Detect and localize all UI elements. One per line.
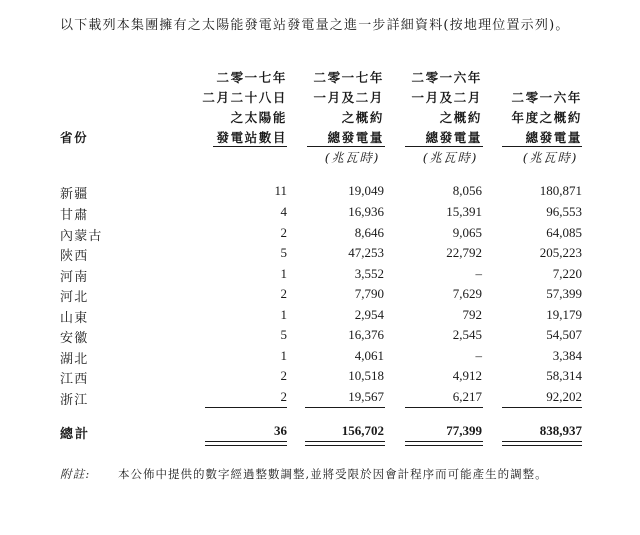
gen-2017-cell: 19,049 bbox=[348, 183, 384, 198]
province-header: 省份 bbox=[60, 130, 89, 145]
province-cell: 內蒙古 bbox=[60, 229, 103, 244]
province-cell: 河南 bbox=[60, 270, 89, 285]
col1-header-line2: 二月二十八日 bbox=[202, 90, 287, 105]
gen-2016-jf-cell: 9,065 bbox=[452, 225, 482, 240]
stations-cell: 5 bbox=[280, 245, 287, 260]
gen-2016-year-cell: 57,399 bbox=[546, 286, 582, 301]
province-cell: 山東 bbox=[60, 311, 89, 326]
gen-2016-jf-cell: 7,629 bbox=[452, 286, 482, 301]
stations-cell: 1 bbox=[280, 348, 287, 363]
gen-2016-year-cell: 180,871 bbox=[539, 183, 582, 198]
stations-cell: 2 bbox=[280, 286, 287, 301]
gen-2016-jf-cell: 792 bbox=[462, 307, 482, 322]
col2-header-rule bbox=[307, 146, 385, 147]
province-cell: 湖北 bbox=[60, 352, 89, 367]
stations-cell: 5 bbox=[280, 327, 287, 342]
col2-header-line4: 總發電量 bbox=[327, 130, 384, 145]
province-cell: 新疆 bbox=[60, 187, 89, 202]
gen-2017-cell: 16,936 bbox=[348, 204, 384, 219]
gen-2016-year-cell: 205,223 bbox=[539, 245, 582, 260]
col4-subtotal-rule bbox=[502, 407, 582, 408]
col1-subtotal-rule bbox=[205, 407, 287, 408]
gen-2016-jf-cell: 2,545 bbox=[452, 327, 482, 342]
gen-2016-jf-cell: 6,217 bbox=[452, 389, 482, 404]
gen-2016-year-cell: 92,202 bbox=[546, 389, 582, 404]
gen-2016-jf-cell: – bbox=[475, 266, 482, 281]
note-label: 附註: bbox=[60, 467, 91, 481]
col1-header-line1: 二零一七年 bbox=[216, 70, 287, 85]
col3-header-line2: 一月及二月 bbox=[411, 90, 482, 105]
gen-2016-jf-cell: 4,912 bbox=[452, 368, 482, 383]
col4-total-double-rule bbox=[502, 441, 582, 446]
col3-header-line1: 二零一六年 bbox=[411, 70, 482, 85]
col1-header-rule bbox=[213, 146, 287, 147]
total-gen-2017-cell: 156,702 bbox=[341, 423, 384, 438]
col3-total-double-rule bbox=[405, 441, 483, 446]
col2-unit: (兆瓦時) bbox=[324, 150, 380, 165]
gen-2016-jf-cell: 22,792 bbox=[446, 245, 482, 260]
col4-header-line1: 二零一六年 bbox=[511, 90, 582, 105]
stations-cell: 11 bbox=[274, 183, 287, 198]
stations-cell: 2 bbox=[280, 389, 287, 404]
province-cell: 安徽 bbox=[60, 331, 89, 346]
col2-header-line2: 一月及二月 bbox=[313, 90, 384, 105]
total-stations-cell: 36 bbox=[274, 423, 287, 438]
stations-cell: 1 bbox=[280, 307, 287, 322]
total-gen-2016-jf-cell: 77,399 bbox=[446, 423, 482, 438]
gen-2017-cell: 4,061 bbox=[354, 348, 384, 363]
col3-header-rule bbox=[405, 146, 483, 147]
gen-2016-year-cell: 19,179 bbox=[546, 307, 582, 322]
province-cell: 江西 bbox=[60, 372, 89, 387]
col2-total-double-rule bbox=[305, 441, 385, 446]
province-cell: 河北 bbox=[60, 290, 89, 305]
col2-header-line3: 之概約 bbox=[341, 110, 384, 125]
gen-2016-year-cell: 64,085 bbox=[546, 225, 582, 240]
intro-text: 以下載列本集團擁有之太陽能發電站發電量之進一步詳細資料(按地理位置示列)。 bbox=[60, 18, 570, 33]
col4-header-line2: 年度之概約 bbox=[511, 110, 582, 125]
gen-2017-cell: 2,954 bbox=[354, 307, 384, 322]
col1-total-double-rule bbox=[205, 441, 287, 446]
gen-2016-year-cell: 3,384 bbox=[552, 348, 582, 363]
gen-2017-cell: 3,552 bbox=[354, 266, 384, 281]
col3-unit: (兆瓦時) bbox=[422, 150, 478, 165]
gen-2017-cell: 7,790 bbox=[354, 286, 384, 301]
province-cell: 陝西 bbox=[60, 249, 89, 264]
gen-2017-cell: 8,646 bbox=[354, 225, 384, 240]
gen-2017-cell: 19,567 bbox=[348, 389, 384, 404]
province-cell: 甘肅 bbox=[60, 208, 89, 223]
gen-2017-cell: 47,253 bbox=[348, 245, 384, 260]
note-text: 本公佈中提供的數字經過整數調整,並將受限於因會計程序而可能產生的調整。 bbox=[118, 467, 548, 481]
stations-cell: 4 bbox=[280, 204, 287, 219]
col3-header-line3: 之概約 bbox=[439, 110, 482, 125]
stations-cell: 2 bbox=[280, 225, 287, 240]
gen-2016-year-cell: 7,220 bbox=[552, 266, 582, 281]
col4-header-rule bbox=[502, 146, 582, 147]
gen-2016-jf-cell: – bbox=[475, 348, 482, 363]
col2-header-line1: 二零一七年 bbox=[313, 70, 384, 85]
gen-2016-jf-cell: 15,391 bbox=[446, 204, 482, 219]
gen-2017-cell: 10,518 bbox=[348, 368, 384, 383]
col4-header-line3: 總發電量 bbox=[525, 130, 582, 145]
gen-2017-cell: 16,376 bbox=[348, 327, 384, 342]
stations-cell: 2 bbox=[280, 368, 287, 383]
total-label: 總計 bbox=[60, 427, 91, 442]
col4-unit: (兆瓦時) bbox=[522, 150, 578, 165]
gen-2016-jf-cell: 8,056 bbox=[452, 183, 482, 198]
col1-header-line3: 之太陽能 bbox=[230, 110, 287, 125]
gen-2016-year-cell: 58,314 bbox=[546, 368, 582, 383]
gen-2016-year-cell: 96,553 bbox=[546, 204, 582, 219]
col2-subtotal-rule bbox=[305, 407, 385, 408]
col1-header-line4: 發電站數目 bbox=[216, 130, 287, 145]
stations-cell: 1 bbox=[280, 266, 287, 281]
province-cell: 浙江 bbox=[60, 393, 89, 408]
total-gen-2016-year-cell: 838,937 bbox=[539, 423, 582, 438]
gen-2016-year-cell: 54,507 bbox=[546, 327, 582, 342]
col3-subtotal-rule bbox=[405, 407, 483, 408]
col3-header-line4: 總發電量 bbox=[425, 130, 482, 145]
